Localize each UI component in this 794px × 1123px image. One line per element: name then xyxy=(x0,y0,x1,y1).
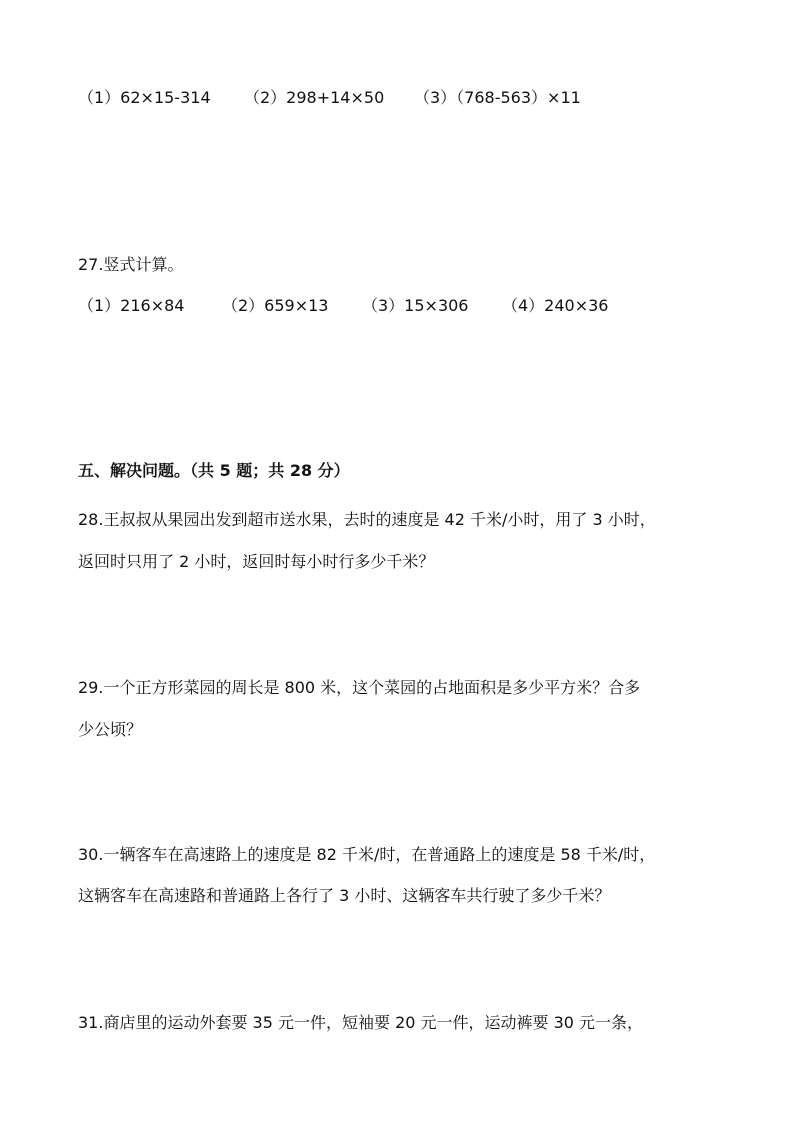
question-30-line-2: 这辆客车在高速路和普通路上各行了 3 小时、这辆客车共行驶了多少千米？ xyxy=(78,886,611,905)
problem-27-4: （4）240×36 xyxy=(502,296,609,315)
question-31-line-1: 31.商店里的运动外套要 35 元一件，短袖要 20 元一件，运动裤要 30 元一条， xyxy=(78,1013,644,1032)
question-30-line-1: 30.一辆客车在高速路上的速度是 82 千米/时，在普通路上的速度是 58 千米/时， xyxy=(78,845,656,864)
problem-27-3: （3）15×306 xyxy=(362,296,469,315)
question-29-line-2: 少公顷？ xyxy=(78,720,143,739)
question-29-line-1: 29.一个正方形菜园的周长是 800 米，这个菜园的占地面积是多少平方米？合多 xyxy=(78,678,641,697)
question-27-title: 27.竖式计算。 xyxy=(78,255,184,274)
problem-27-1: （1）216×84 xyxy=(78,296,185,315)
question-28-line-1: 28.王叔叔从果园出发到超市送水果，去时的速度是 42 千米/小时，用了 3 小时， xyxy=(78,510,656,529)
problem-26-2: （2）298+14×50 xyxy=(244,88,385,107)
section-5-heading: 五、解决问题。（共 5 题；共 28 分） xyxy=(78,461,350,480)
question-28-line-2: 返回时只用了 2 小时，返回时每小时行多少千米？ xyxy=(78,552,435,571)
problem-27-2: （2）659×13 xyxy=(222,296,329,315)
problem-26-3: （3）（768-563）×11 xyxy=(414,88,581,107)
problem-26-1: （1）62×15-314 xyxy=(78,88,211,107)
